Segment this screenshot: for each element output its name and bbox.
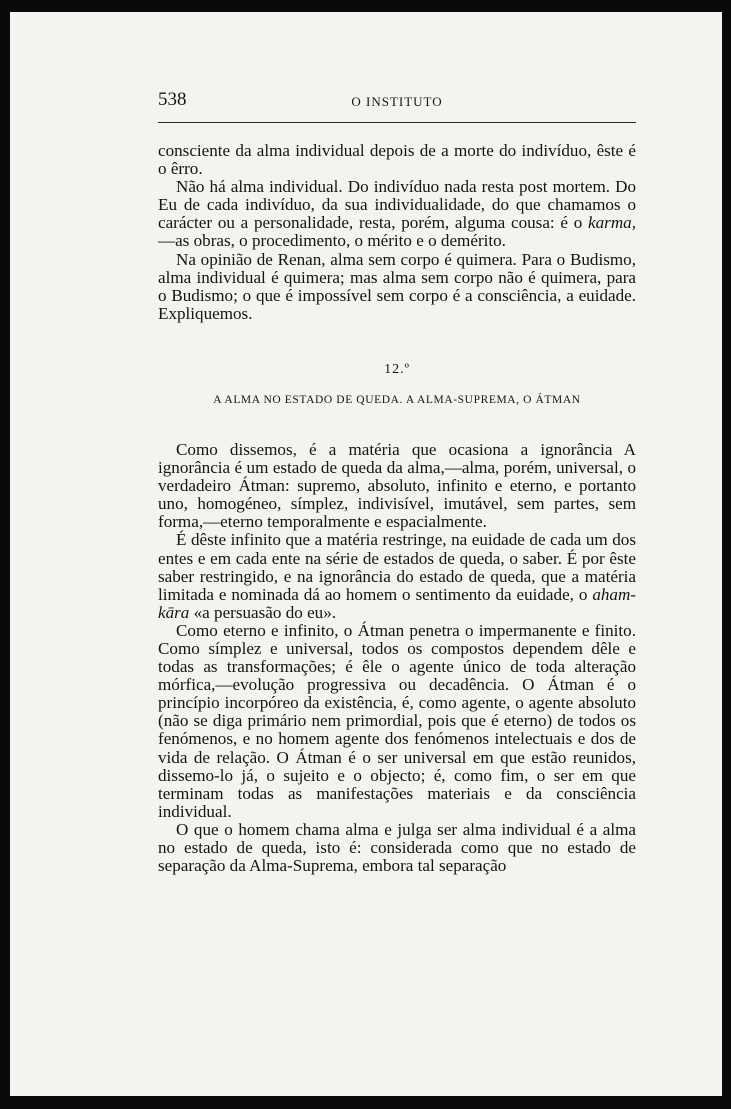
- karma-term: karma,: [588, 213, 636, 233]
- paragraph: Não há alma individual. Do indivíduo nada resta post mortem. Do Eu de cada indivíduo, da sua individualidade, do que chamamos o carácter ou a personalidade, resta, porém, alguma cousa: é o karma,—as obras, o procedimento, o mérito e o demérito.: [158, 177, 636, 251]
- paragraph: Como eterno e infinito, o Átman penetra o impermanente e finito. Como símplez e universal, todos os compostos dependem dêle e todas as transformações; é êle o agente único de toda alteração mórfica,—evolução progressiva ou decadência. O Átman é o princípio incorpóreo da existência, é, como agente, o agente absoluto (não se diga primário nem primordial, pois que é eterno) de todos os fenómenos, e no homem agente dos fenómenos intelectuais e dos de vida de relação. O Átman é o ser universal em que estão reunidos, dissemo-lo já, o sujeito e o objecto; é, como fim, o ser em que terminam todas as manifestações materiais e da consciência individual.: [158, 620, 636, 821]
- section-title: A ALMA NO ESTADO DE QUEDA. A ALMA-SUPREMA, O ÁTMAN: [213, 393, 581, 406]
- page-header: [158, 89, 636, 115]
- paragraph: Como dissemos, é a matéria que ocasiona a ignorância A ignorância é um estado de queda da alma,—alma, porém, universal, o verdadeiro Átman: supremo, absoluto, infinito e eterno, e portanto uno, homogéneo, símplez, indivisível, imutável, sem partes, sem forma,—eterno temporalmente e espacialmente.: [158, 439, 636, 532]
- paragraph: Na opinião de Renan, alma sem corpo é quimera. Para o Budismo, alma individual é quimera; mas alma sem corpo não é quimera, para o Budismo; o que é impossível sem corpo é a consciência, a euidade. Expliquemos.: [158, 249, 636, 323]
- book-page: [10, 12, 722, 1096]
- aham-kara-term: aham-kāra: [158, 584, 636, 622]
- section-spacer: [158, 408, 636, 441]
- page-body: [158, 142, 636, 875]
- paragraph: consciente da alma individual depois de a morte do indivíduo, êste é o êrro.: [158, 141, 636, 179]
- header-rule: [158, 122, 636, 123]
- running-title: O INSTITUTO: [351, 94, 443, 109]
- page-number: 538: [158, 89, 187, 110]
- paragraph: É dêste infinito que a matéria restringe, na euidade de cada um dos entes e em cada ente na série de estados de queda, o saber. É por êste saber restringido, e na ignorância do estado de queda, que a matéria limitada e nominada dá ao homem o sentimento da euidade, o aham-kāra «a persuasão do eu».: [158, 530, 636, 622]
- section-number: 12.º: [384, 361, 410, 377]
- paragraph: O que o homem chama alma e julga ser alma individual é a alma no estado de queda, isto é: considerada como que no estado de separação da Alma-Suprema, embora tal separação: [158, 819, 636, 876]
